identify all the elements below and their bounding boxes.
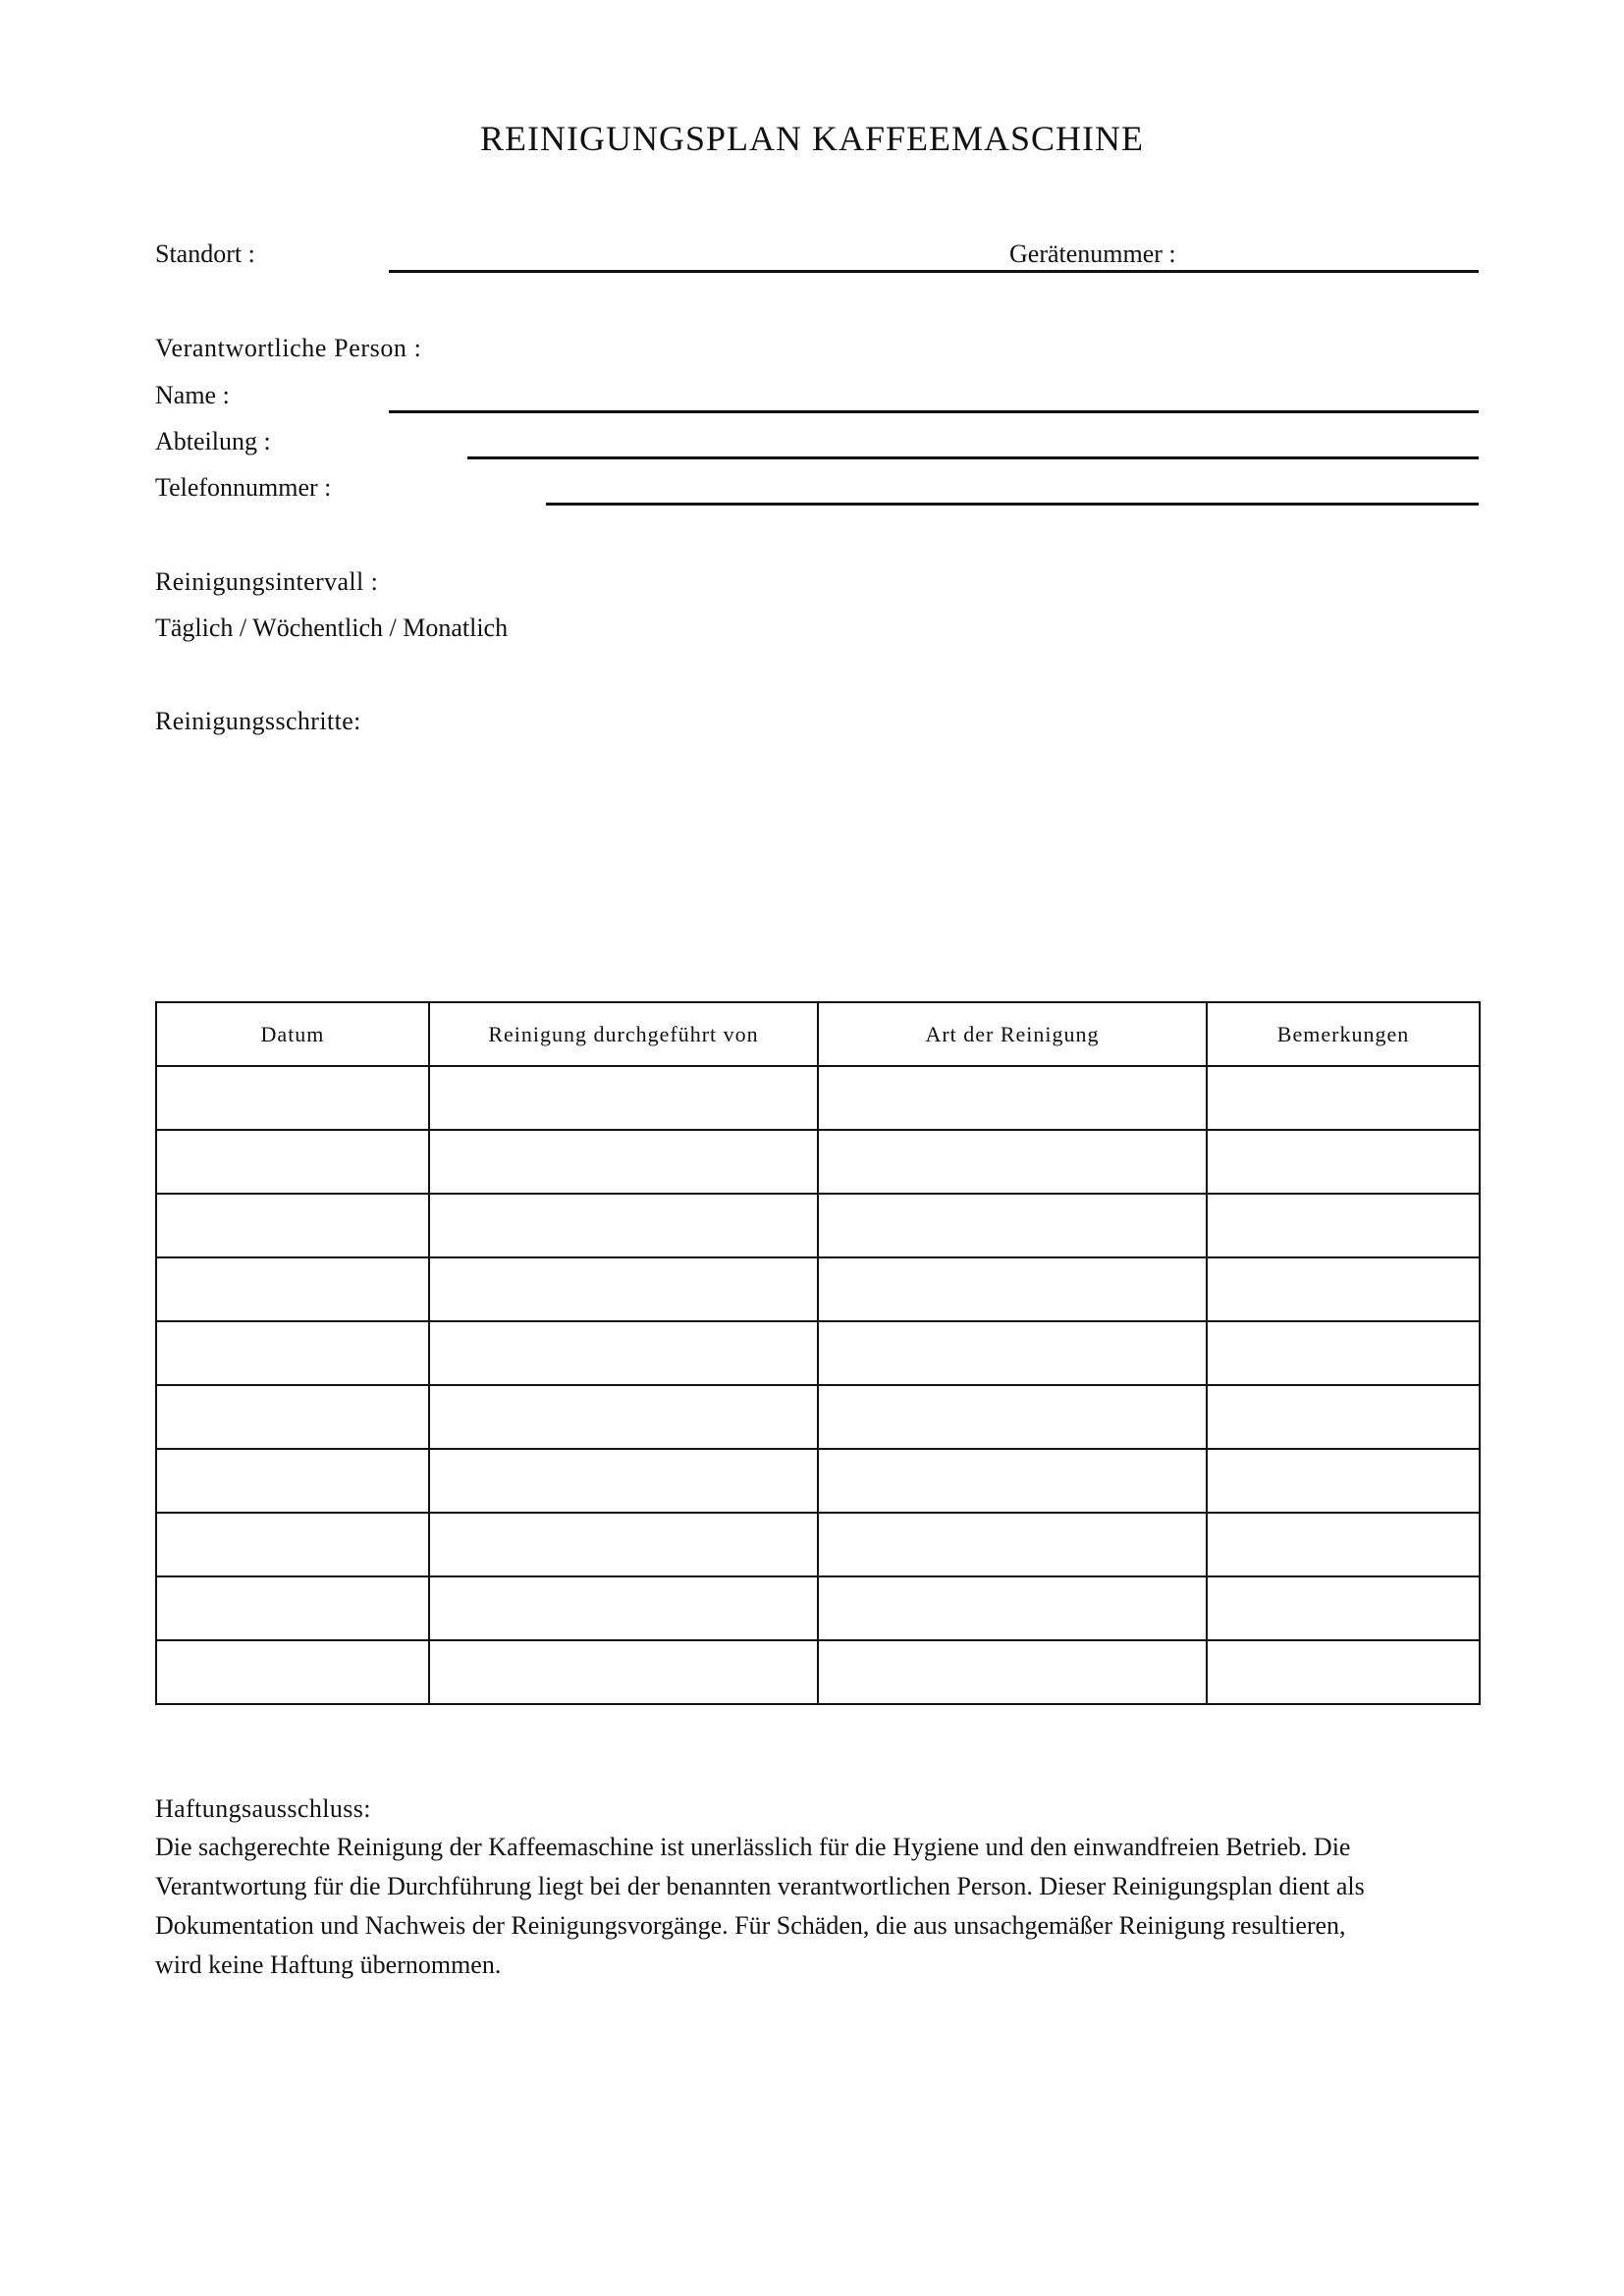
table-cell[interactable] — [1207, 1257, 1480, 1321]
table-cell[interactable] — [1207, 1066, 1480, 1130]
table-cell[interactable] — [1207, 1321, 1480, 1385]
table-cell[interactable] — [429, 1385, 818, 1449]
table-cell[interactable] — [818, 1194, 1207, 1257]
disclaimer-line: Verantwortung für die Durchführung liegt bei der benannten verantwortlichen Person. Dieser Reinigungsplan dient als — [155, 1872, 1365, 1900]
table-header-row — [156, 1002, 1480, 1066]
table-body — [156, 1066, 1480, 1704]
column-header-bemerkungen: Bemerkungen — [1207, 1002, 1480, 1066]
table-cell[interactable] — [1207, 1385, 1480, 1449]
table-cell[interactable] — [429, 1130, 818, 1194]
disclaimer-text — [155, 1828, 1490, 1985]
interval-options: Täglich / Wöchentlich / Monatlich — [155, 614, 509, 642]
column-header-datum: Datum — [156, 1002, 429, 1066]
table-cell[interactable] — [818, 1130, 1207, 1194]
table-cell[interactable] — [429, 1449, 818, 1513]
table-row — [156, 1576, 1480, 1640]
table-row — [156, 1130, 1480, 1194]
table-cell[interactable] — [156, 1576, 429, 1640]
name-label: Name : — [155, 381, 230, 409]
table-cell[interactable] — [156, 1257, 429, 1321]
telefon-label: Telefonnummer : — [155, 473, 332, 502]
disclaimer-line: wird keine Haftung übernommen. — [155, 1950, 502, 1979]
table-cell[interactable] — [818, 1385, 1207, 1449]
page-title: REINIGUNGSPLAN KAFFEEMASCHINE — [479, 119, 1145, 158]
responsible-heading: Verantwortliche Person : — [155, 334, 422, 362]
table-cell[interactable] — [1207, 1640, 1480, 1704]
table-cell[interactable] — [156, 1449, 429, 1513]
table-cell[interactable] — [156, 1130, 429, 1194]
table-cell[interactable] — [1207, 1576, 1480, 1640]
disclaimer-line: Die sachgerechte Reinigung der Kaffeemaschine ist unerlässlich für die Hygiene und den einwandfreien Betrieb. Die — [155, 1833, 1351, 1861]
table-cell[interactable] — [818, 1640, 1207, 1704]
table-row — [156, 1321, 1480, 1385]
table-cell[interactable] — [818, 1513, 1207, 1576]
table-cell[interactable] — [1207, 1513, 1480, 1576]
table-cell[interactable] — [429, 1513, 818, 1576]
table-cell[interactable] — [156, 1640, 429, 1704]
cleaning-log-table — [155, 1001, 1481, 1705]
table-cell[interactable] — [818, 1066, 1207, 1130]
table-cell[interactable] — [156, 1066, 429, 1130]
table-cell[interactable] — [156, 1321, 429, 1385]
table-row — [156, 1194, 1480, 1257]
table-cell[interactable] — [429, 1321, 818, 1385]
table-cell[interactable] — [1207, 1194, 1480, 1257]
table-row — [156, 1257, 1480, 1321]
steps-heading: Reinigungsschritte: — [155, 707, 361, 735]
table-cell[interactable] — [429, 1576, 818, 1640]
table-cell[interactable] — [429, 1257, 818, 1321]
standort-fill-line[interactable] — [389, 270, 1479, 273]
abteilung-fill-line[interactable] — [467, 456, 1479, 459]
table-cell[interactable] — [429, 1640, 818, 1704]
table-cell[interactable] — [429, 1194, 818, 1257]
table-row — [156, 1066, 1480, 1130]
standort-label: Standort : — [155, 240, 255, 268]
table-cell[interactable] — [818, 1449, 1207, 1513]
table-cell[interactable] — [156, 1194, 429, 1257]
table-row — [156, 1385, 1480, 1449]
table-cell[interactable] — [429, 1066, 818, 1130]
column-header-durchgefuehrt-von: Reinigung durchgeführt von — [429, 1002, 818, 1066]
table-cell[interactable] — [818, 1257, 1207, 1321]
disclaimer-heading: Haftungsausschluss: — [155, 1794, 371, 1823]
table-cell[interactable] — [818, 1321, 1207, 1385]
table-row — [156, 1449, 1480, 1513]
name-fill-line[interactable] — [389, 410, 1479, 413]
disclaimer-line: Dokumentation und Nachweis der Reinigungsvorgänge. Für Schäden, die aus unsachgemäßer Reinigung resultieren, — [155, 1911, 1346, 1940]
column-header-art-der-reinigung: Art der Reinigung — [818, 1002, 1207, 1066]
table-cell[interactable] — [156, 1513, 429, 1576]
geraetenummer-label: Gerätenummer : — [1009, 240, 1176, 268]
interval-heading: Reinigungsintervall : — [155, 567, 379, 596]
table-row — [156, 1513, 1480, 1576]
table-row — [156, 1640, 1480, 1704]
abteilung-label: Abteilung : — [155, 427, 271, 455]
table-cell[interactable] — [818, 1576, 1207, 1640]
table-cell[interactable] — [156, 1385, 429, 1449]
table-cell[interactable] — [1207, 1130, 1480, 1194]
telefon-fill-line[interactable] — [546, 503, 1479, 506]
table-cell[interactable] — [1207, 1449, 1480, 1513]
